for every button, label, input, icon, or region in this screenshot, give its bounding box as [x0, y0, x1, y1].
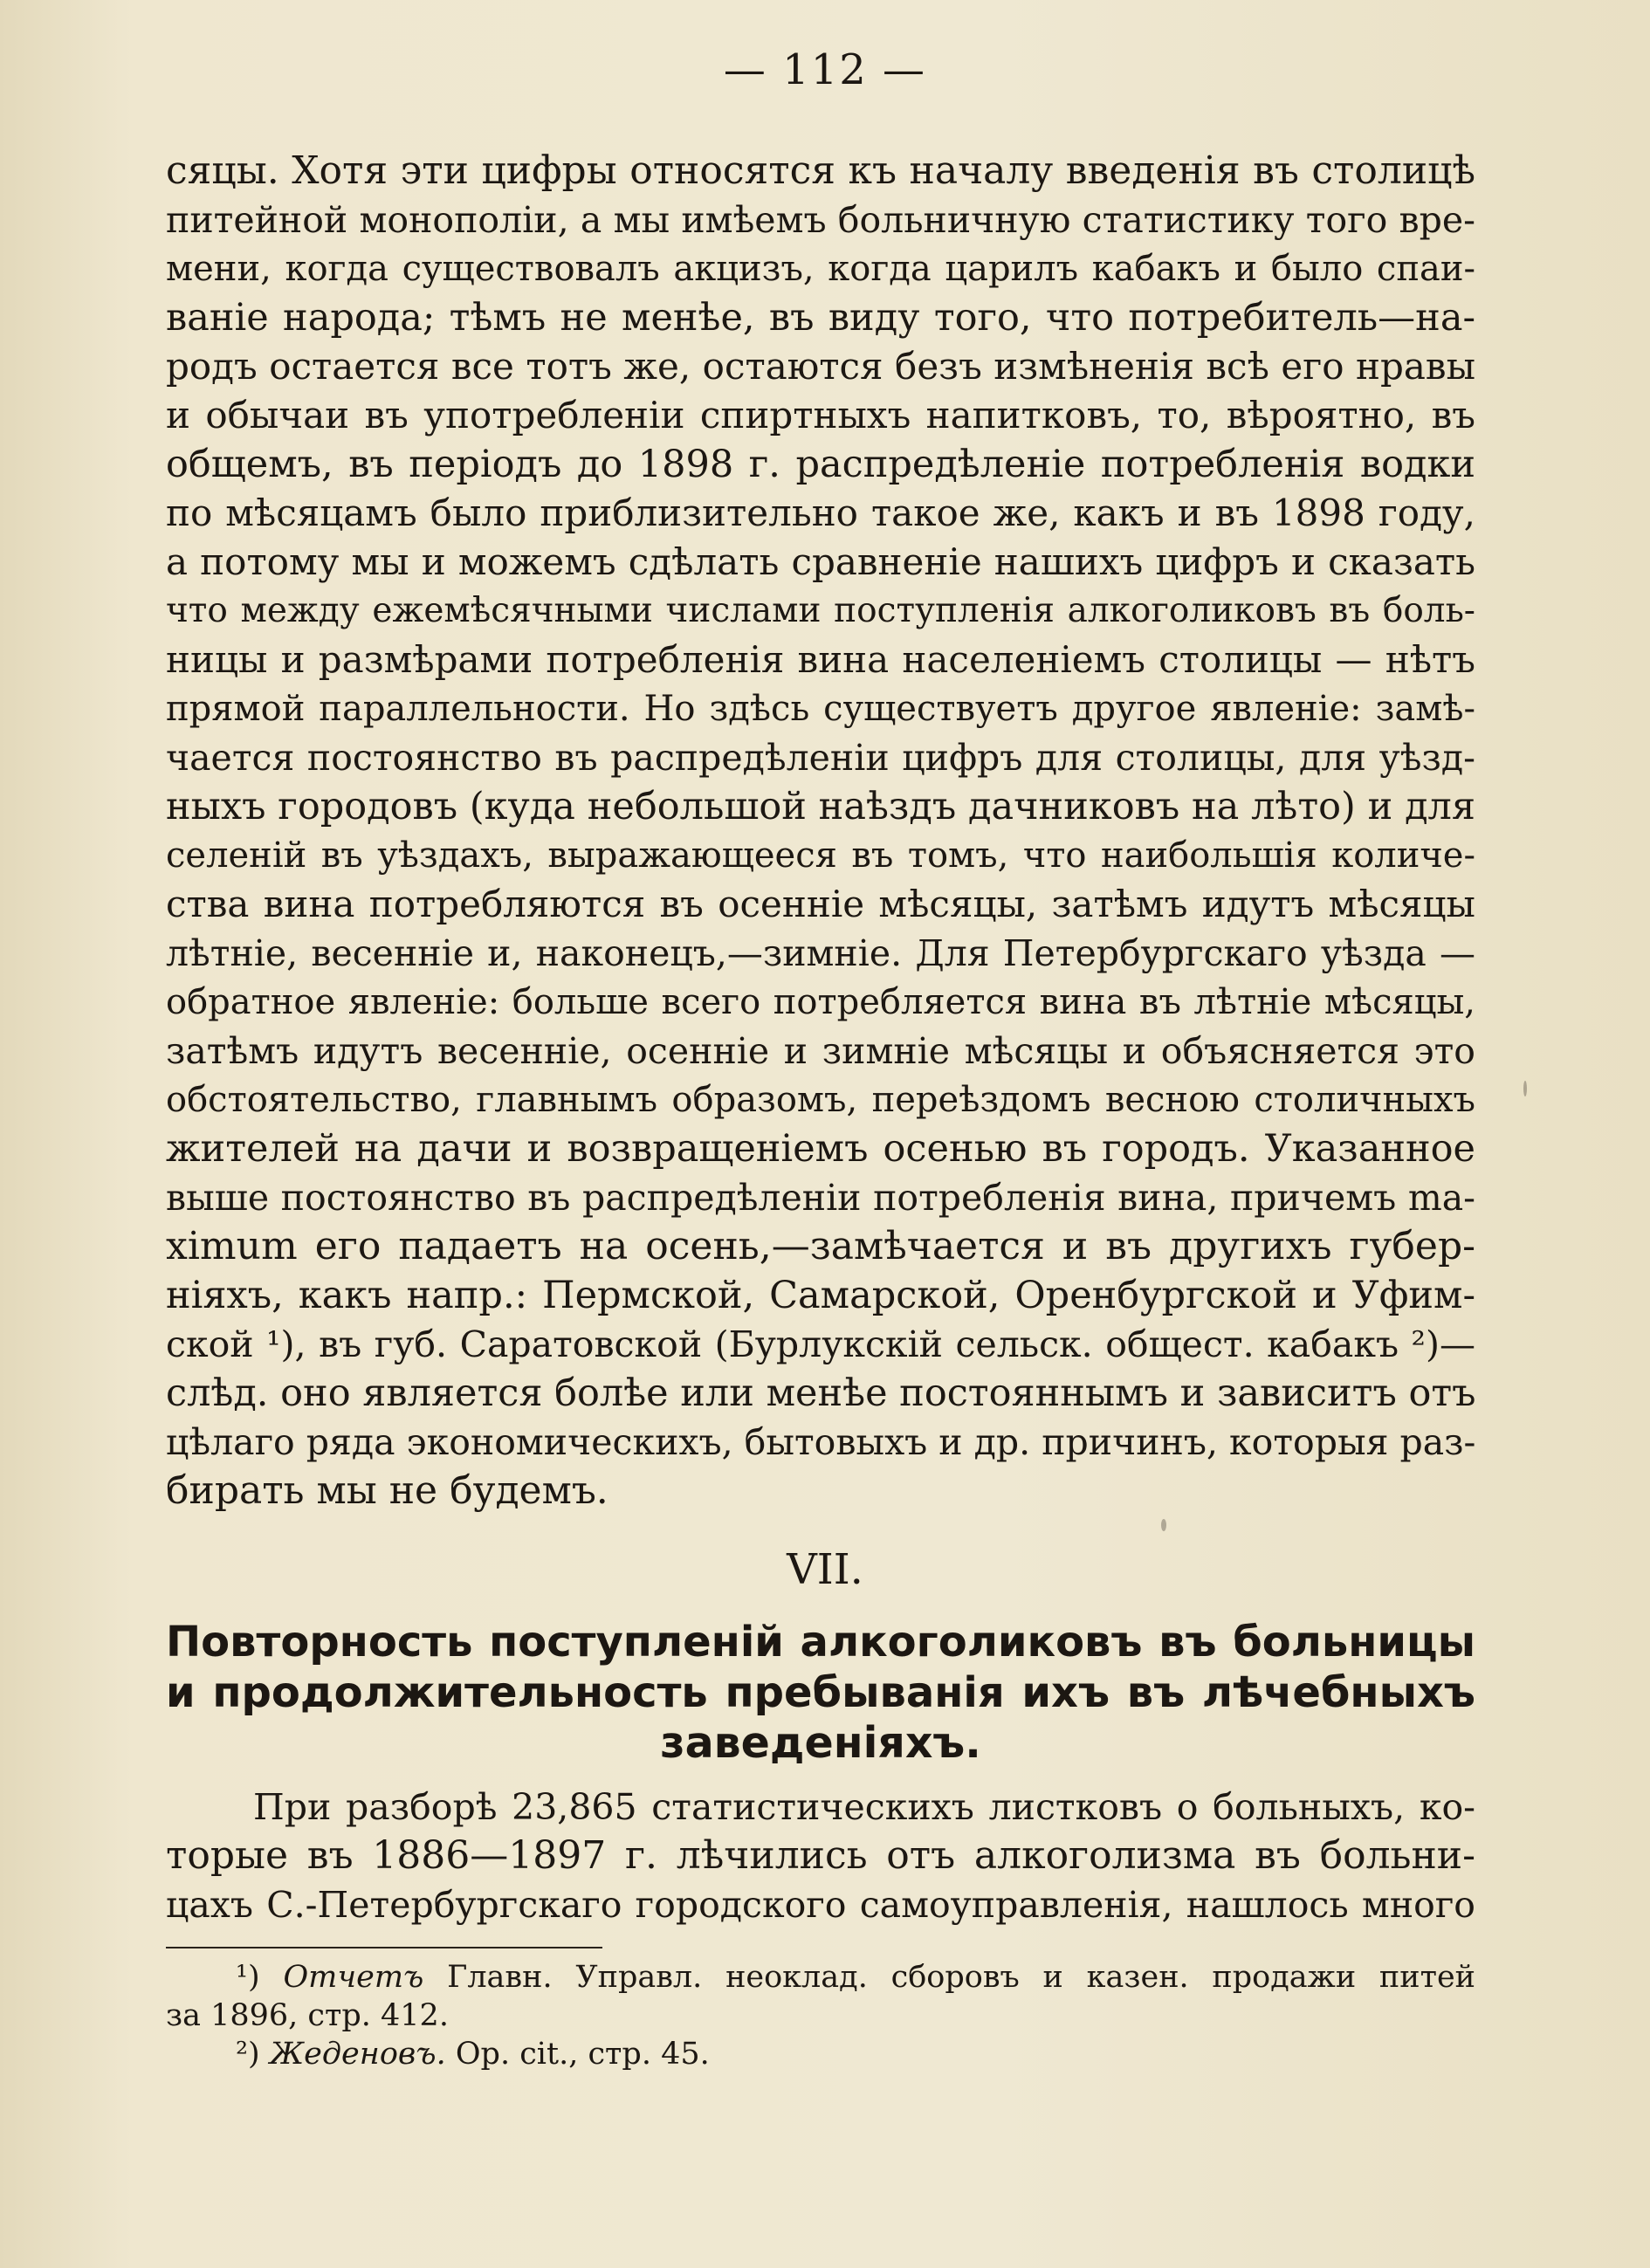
section-heading-line: заведеніяхъ. — [660, 1718, 981, 1768]
section-body-line: цахъ С.-Петербургскаго городского самоуправленія, нашлось много — [166, 1884, 1475, 1926]
body-line: обстоятельство, главнымъ образомъ, переѣздомъ весною столичныхъ — [166, 1080, 1475, 1120]
footnote-2 — [236, 2036, 1545, 2072]
body-line: ской ¹), въ губ. Саратовской (Бурлукскій сельск. общест. кабакъ ²)— — [166, 1323, 1475, 1365]
body-line: прямой параллельности. Но здѣсь существуетъ другое явленіе: замѣ- — [166, 689, 1475, 729]
footnote-rule — [166, 1947, 602, 1948]
section-heading-line: и продолжительность пребыванія ихъ въ лѣчебныхъ — [166, 1668, 1475, 1717]
body-line: питейной монополіи, а мы имѣемъ больничную статистику того вре- — [166, 199, 1475, 241]
body-line: мени, когда существовалъ акцизъ, когда царилъ кабакъ и было спаи- — [166, 249, 1475, 289]
ink-speck — [1523, 1081, 1527, 1096]
body-line: родъ остается все тотъ же, остаются безъ измѣненія всѣ его нравы — [166, 345, 1475, 388]
footnote-source: Отчетъ — [283, 1960, 424, 1995]
body-line: что между ежемѣсячными числами поступленія алкоголиковъ въ боль- — [166, 591, 1475, 630]
body-line: ніяхъ, какъ напр.: Пермской, Самарской, Оренбургской и Уфим- — [166, 1274, 1475, 1317]
ink-speck — [1161, 1519, 1166, 1531]
section-number: VII. — [787, 1545, 863, 1594]
body-line: ницы и размѣрами потребленія вина населеніемъ столицы — нѣтъ — [166, 638, 1475, 681]
footnote-source: Жеденовъ. — [269, 2037, 446, 2072]
body-line: затѣмъ идутъ весенніе, осенніе и зимніе мѣсяцы и объясняется это — [166, 1030, 1475, 1072]
section-body-line: торые въ 1886—1897 г. лѣчились отъ алкоголизма въ больни- — [166, 1833, 1475, 1878]
body-line: чается постоянство въ распредѣленіи цифръ для столицы, для уѣзд- — [166, 737, 1475, 779]
body-line: сяцы. Хотя эти цифры относятся къ началу введенія въ столицѣ — [166, 148, 1475, 193]
body-line: ximum его падаетъ на осень,—замѣчается и въ другихъ губер- — [166, 1224, 1475, 1268]
body-line: бирать мы не будемъ. — [166, 1468, 608, 1513]
body-line: слѣд. оно является болѣе или менѣе постояннымъ и зависитъ отъ — [166, 1371, 1476, 1415]
footnote-text: Op. cit., стр. 45. — [455, 2037, 710, 2072]
page-number: — 112 — — [723, 45, 927, 94]
body-line: а потому мы и можемъ сдѣлать сравненіе нашихъ цифръ и сказать — [166, 540, 1475, 583]
body-line: обратное явленіе: больше всего потребляется вина въ лѣтніе мѣсяцы, — [166, 982, 1475, 1022]
footnote-text: Главн. Управл. неоклад. сборовъ и казен. продажи питей — [447, 1960, 1475, 1995]
footnote-marker: ¹) — [236, 1960, 260, 1995]
section-heading-line: Повторность поступленій алкоголиковъ въ больницы — [166, 1618, 1475, 1667]
footnote-1 — [236, 1959, 1475, 1996]
body-line: ныхъ городовъ (куда небольшой наѣздъ дачниковъ на лѣто) и для — [166, 785, 1475, 828]
body-line: ваніе народа; тѣмъ не менѣе, въ виду того, что потребитель—на- — [166, 296, 1475, 340]
section-body-line: При разборѣ 23,865 статистическихъ листковъ о больныхъ, ко- — [253, 1786, 1475, 1828]
body-line: селеній въ уѣздахъ, выражающееся въ томъ, что наибольшія количе- — [166, 835, 1475, 876]
body-line: лѣтніе, весенніе и, наконецъ,—зимніе. Для Петербургскаго уѣзда — — [166, 932, 1475, 974]
body-line: и обычаи въ употребленіи спиртныхъ напитковъ, то, вѣроятно, въ — [166, 394, 1475, 436]
body-line: по мѣсяцамъ было приблизительно такое же, какъ и въ 1898 году, — [166, 491, 1475, 534]
footnote-marker: ²) — [236, 2037, 260, 2072]
body-line: ства вина потребляются въ осенніе мѣсяцы, затѣмъ идутъ мѣсяцы — [166, 883, 1475, 925]
body-line: цѣлаго ряда экономическихъ, бытовыхъ и др. причинъ, которыя раз- — [166, 1421, 1476, 1463]
footnote-1-continuation: за 1896, стр. 412. — [166, 1998, 449, 2033]
body-line: общемъ, въ періодъ до 1898 г. распредѣленіе потребленія водки — [166, 443, 1475, 486]
body-line: жителей на дачи и возвращеніемъ осенью въ городъ. Указанное — [166, 1127, 1475, 1171]
body-line: выше постоянство въ распредѣленіи потребленія вина, причемъ ma- — [166, 1177, 1475, 1219]
